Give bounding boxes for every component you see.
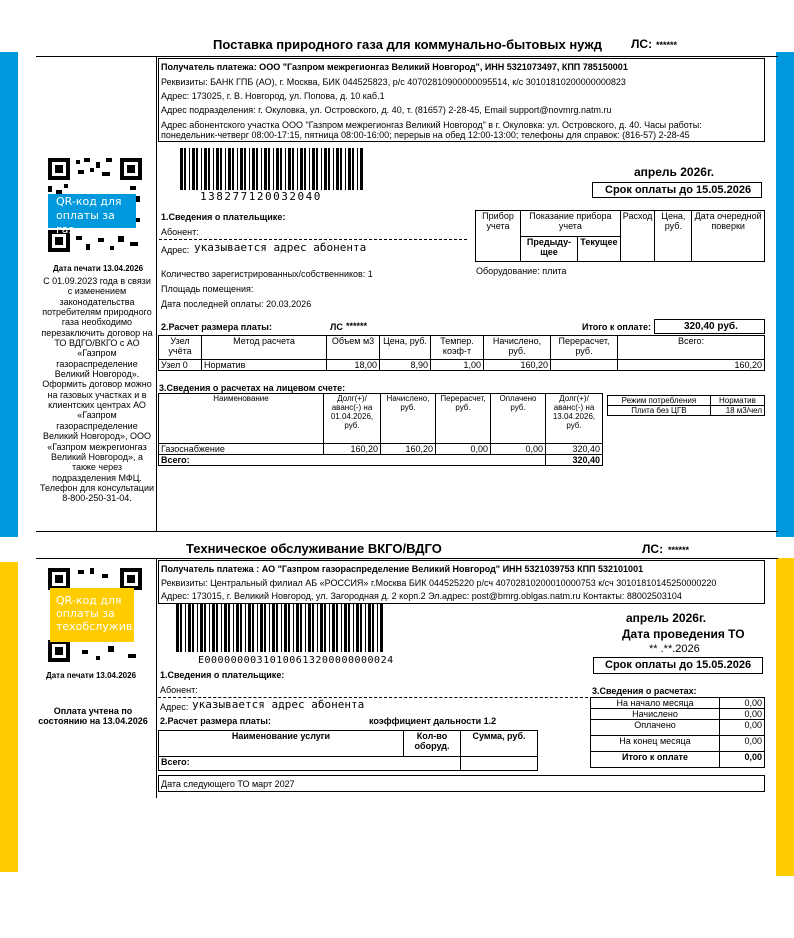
acc-h5: Долг(+)/ аванс(-) на 13.04.2026, руб. bbox=[546, 394, 603, 444]
gas-calc-ls-label: ЛС bbox=[330, 322, 343, 332]
calc-h2: Объем м3 bbox=[327, 336, 380, 360]
calc-h3: Цена, руб. bbox=[380, 336, 431, 360]
gas-subscriber-section-2: понедельник-четверг 08:00-17:15, пятница 08:00-16:00; перерыв на обед 12:00-13:00; телефоны для справок: (816-57) 2-28-45 bbox=[161, 130, 690, 140]
settle-v3: 0,00 bbox=[720, 736, 765, 752]
left-blue-bar bbox=[0, 52, 18, 537]
vkgo-recipient: Получатель платежа : АО "Газпром газораспределение Великий Новгород" ИНН 5321039753 КПП 532101001 bbox=[161, 564, 644, 574]
settle-v2: 0,00 bbox=[720, 720, 765, 736]
calc-c2: 18,00 bbox=[327, 360, 380, 371]
gas-qr-label: QR-код для оплаты за газ bbox=[56, 195, 122, 236]
table-row bbox=[159, 757, 538, 771]
gas-calc-ls-value: ****** bbox=[346, 321, 368, 331]
calc-c1: Норматив bbox=[202, 360, 327, 371]
acc-c0: Газоснабжение bbox=[159, 444, 324, 455]
calc-c3: 8,90 bbox=[380, 360, 431, 371]
vkgo-divider bbox=[156, 558, 157, 798]
right-blue-bar bbox=[776, 52, 794, 537]
gas-account-table bbox=[158, 393, 603, 466]
calc-h5: Начислено, руб. bbox=[484, 336, 551, 360]
acc-h0: Наименование bbox=[159, 394, 324, 444]
settle-l2: Оплачено bbox=[591, 720, 720, 736]
calc-h0: Узел учёта bbox=[159, 336, 202, 360]
meter-reading-header: Показание прибора учета bbox=[521, 211, 621, 237]
left-yellow-bar bbox=[0, 562, 18, 872]
table-row bbox=[608, 406, 765, 416]
right-yellow-bar bbox=[776, 558, 794, 876]
acc-c1: 160,20 bbox=[324, 444, 381, 455]
gas-address: Адрес: 173025, г. В. Новгород, ул. Попова, д. 10 каб.1 bbox=[161, 91, 385, 101]
gas-subscriber-section-1: Адрес абонентского участка ООО "Газпром межрегионгаз Великий Новгород" в г. Окуловка: ул. Островского, д. 40. Часы работы: bbox=[161, 120, 702, 130]
gas-ls-label: ЛС: bbox=[631, 37, 653, 51]
settle-l0: На начало месяца bbox=[591, 698, 720, 709]
gas-period: апрель 2026г. bbox=[634, 165, 715, 179]
calc-h6: Перерасчет, руб. bbox=[551, 336, 618, 360]
calc-c4: 1,00 bbox=[431, 360, 484, 371]
gas-subscriber-label: Абонент: bbox=[161, 227, 199, 237]
vkgo-address-value: указывается адрес абонента bbox=[192, 698, 365, 711]
calc-h4: Темпер. коэф-т bbox=[431, 336, 484, 360]
gas-payer-heading: 1.Сведения о плательщике: bbox=[161, 212, 286, 222]
acc-h1: Долг(+)/ аванс(-) на 01.04.2026, руб. bbox=[324, 394, 381, 444]
vkgo-ls-value: ****** bbox=[668, 545, 690, 555]
calc-c6 bbox=[551, 360, 618, 371]
gas-calc-heading: 2.Расчет размера платы: bbox=[161, 322, 272, 332]
svc-h1: Кол-во оборуд. bbox=[404, 731, 461, 757]
vkgo-top-rule bbox=[36, 558, 778, 559]
vkgo-period: апрель 2026г. bbox=[626, 611, 707, 625]
acc-h2: Начислено, руб. bbox=[381, 394, 436, 444]
svc-total-label: Всего: bbox=[159, 757, 461, 771]
meter-curr-header: Текущее bbox=[578, 236, 621, 262]
svc-total-value bbox=[461, 757, 538, 771]
settle-v0: 0,00 bbox=[720, 698, 765, 709]
table-row bbox=[591, 752, 765, 768]
gas-qr-code[interactable] bbox=[46, 156, 144, 254]
svc-h2: Сумма, руб. bbox=[461, 731, 538, 757]
gas-dash-rule bbox=[159, 239, 467, 240]
calc-c0: Узел 0 bbox=[159, 360, 202, 371]
table-row bbox=[159, 455, 603, 466]
vkgo-barcode-number: E00000000310100613200000000024 bbox=[198, 655, 394, 666]
mode-h0: Режим потребления bbox=[608, 396, 711, 406]
gas-mode-table bbox=[607, 395, 765, 416]
table-row bbox=[591, 736, 765, 752]
gas-area: Площадь помещения: bbox=[161, 284, 254, 294]
gas-due: Срок оплаты до 15.05.2026 bbox=[605, 184, 752, 196]
table-row bbox=[591, 709, 765, 720]
gas-title: Поставка природного газа для коммунально-бытовых нужд bbox=[213, 37, 603, 52]
gas-calc-table bbox=[158, 335, 765, 371]
vkgo-ls-label: ЛС: bbox=[642, 542, 664, 556]
table-row bbox=[591, 698, 765, 709]
gas-last-payment: Дата последней оплаты: 20.03.2026 bbox=[161, 299, 312, 309]
vkgo-subscriber-label: Абонент: bbox=[160, 685, 198, 695]
acc-c3: 0,00 bbox=[436, 444, 491, 455]
acc-c5: 320,40 bbox=[546, 444, 603, 455]
gas-recipient: Получатель платежа: ООО "Газпром межрегионгаз Великий Новгород", ИНН 5321073497, КПП 785150001 bbox=[161, 62, 628, 72]
gas-registered: Количество зарегистрированных/собственников: 1 bbox=[161, 269, 373, 279]
acc-total-value: 320,40 bbox=[546, 455, 603, 466]
meter-device-header: Прибор учета bbox=[476, 211, 521, 262]
settle-l4: Итого к оплате bbox=[591, 752, 720, 768]
meter-price-header: Цена, руб. bbox=[655, 211, 692, 262]
vkgo-service-table bbox=[158, 730, 538, 771]
acc-c2: 160,20 bbox=[381, 444, 436, 455]
gas-barcode-number: 138277120032040 bbox=[200, 190, 322, 203]
calc-h1: Метод расчета bbox=[202, 336, 327, 360]
gas-address-value: указывается адрес абонента bbox=[194, 241, 367, 254]
vkgo-settle-heading: 3.Сведения о расчетах: bbox=[592, 686, 697, 696]
settle-v1: 0,00 bbox=[720, 709, 765, 720]
meter-prev-header: Предыду-щее bbox=[521, 236, 578, 262]
vkgo-print-date: Дата печати 13.04.2026 bbox=[46, 671, 137, 680]
table-row bbox=[159, 444, 603, 455]
mode-h1: Норматив bbox=[710, 396, 764, 406]
meter-usage-header: Расход bbox=[620, 211, 655, 262]
vkgo-title: Техническое обслуживание ВКГО/ВДГО bbox=[186, 541, 442, 556]
vkgo-paid-note: Оплата учтена по состоянию на 13.04.2026 bbox=[38, 706, 148, 727]
vkgo-requisites: Реквизиты: Центральный филиал АБ «РОССИЯ» г.Москва БИК 044525220 р/сч 40702810200010000753 к/сч 30101810145250000220 bbox=[161, 578, 717, 588]
gas-print-date: Дата печати 13.04.2026 bbox=[53, 264, 144, 273]
gas-calc-total-value: 320,40 руб. bbox=[684, 321, 738, 332]
acc-c4: 0,00 bbox=[491, 444, 546, 455]
vkgo-settle-table bbox=[590, 697, 765, 768]
gas-top-rule bbox=[36, 56, 778, 57]
gas-divider bbox=[156, 56, 157, 531]
gas-meter-table bbox=[475, 210, 765, 262]
mode-c1: 18 м3/чел bbox=[710, 406, 764, 416]
svc-h0: Наименование услуги bbox=[159, 731, 404, 757]
gas-barcode bbox=[180, 148, 366, 194]
vkgo-to-date-label: Дата проведения ТО bbox=[622, 627, 745, 641]
calc-h7: Всего: bbox=[618, 336, 765, 360]
vkgo-qr-code[interactable] bbox=[46, 566, 144, 664]
acc-total-label: Всего: bbox=[159, 455, 546, 466]
calc-c5: 160,20 bbox=[484, 360, 551, 371]
mode-c0: Плита без ЦГВ bbox=[608, 406, 711, 416]
vkgo-barcode bbox=[176, 604, 388, 656]
settle-v4: 0,00 bbox=[720, 752, 765, 768]
gas-ls-value: ****** bbox=[656, 40, 678, 50]
gas-equipment: Оборудование: плита bbox=[476, 266, 567, 276]
calc-c7: 160,20 bbox=[618, 360, 765, 371]
vkgo-address: Адрес: 173015, г. Великий Новгород, ул. Загородная д. 2 корп.2 Эл.адрес: post@bmrg.oblgas.natm.ru Контакты: 88002503104 bbox=[161, 591, 682, 601]
gas-division-address: Адрес подразделения: г. Окуловка, ул. Островского, д. 40, т. (81657) 2-28-45, Email support@novmrg.natm.ru bbox=[161, 105, 612, 115]
settle-l3: На конец месяца bbox=[591, 736, 720, 752]
meter-next-check-header: Дата очередной поверки bbox=[692, 211, 765, 262]
gas-left-note: С 01.09.2023 года в связи с изменением законодательства потребителям природного газа необходимо перезаключить договор на ТО ВДГО/ВКГО с АО «Газпром газораспределение Великий Новгород». Оформить договор можно на газовых участках и в клиентских центрах АО «Газпром газораспределение Великий Новгород», ООО «Газпром межрегионгаз Великий Новгород», а также через подразделения МФЦ. Телефон для консультации 8-800-250-31-04. bbox=[40, 276, 155, 504]
gas-address-label: Адрес: bbox=[161, 245, 190, 255]
gas-calc-total-label: Итого к оплате: bbox=[582, 322, 651, 332]
vkgo-coef: коэффициент дальности 1.2 bbox=[369, 716, 497, 726]
vkgo-next-to: Дата следующего ТО март 2027 bbox=[161, 779, 295, 789]
acc-h3: Перерасчет, руб. bbox=[436, 394, 491, 444]
acc-h4: Оплачено руб. bbox=[491, 394, 546, 444]
gas-account-heading: 3.Сведения о расчетах на лицевом счете: bbox=[159, 383, 346, 393]
vkgo-address-label: Адрес: bbox=[160, 702, 189, 712]
table-row bbox=[591, 720, 765, 736]
gas-bottom-rule bbox=[36, 531, 778, 532]
vkgo-due: Срок оплаты до 15.05.2026 bbox=[605, 659, 752, 671]
table-row bbox=[159, 360, 765, 371]
settle-l1: Начислено bbox=[591, 709, 720, 720]
vkgo-calc-heading: 2.Расчет размера платы: bbox=[160, 716, 271, 726]
vkgo-to-date-value: ** .**.2026 bbox=[649, 643, 700, 655]
gas-requisites: Реквизиты: БАНК ГПБ (АО), г. Москва, БИК 044525823, р/с 40702810900000095514, к/с 30101810200000000823 bbox=[161, 77, 626, 87]
vkgo-payer-heading: 1.Сведения о плательщике: bbox=[160, 670, 285, 680]
vkgo-qr-label: QR-код для оплаты за техобслужив. bbox=[56, 594, 136, 633]
